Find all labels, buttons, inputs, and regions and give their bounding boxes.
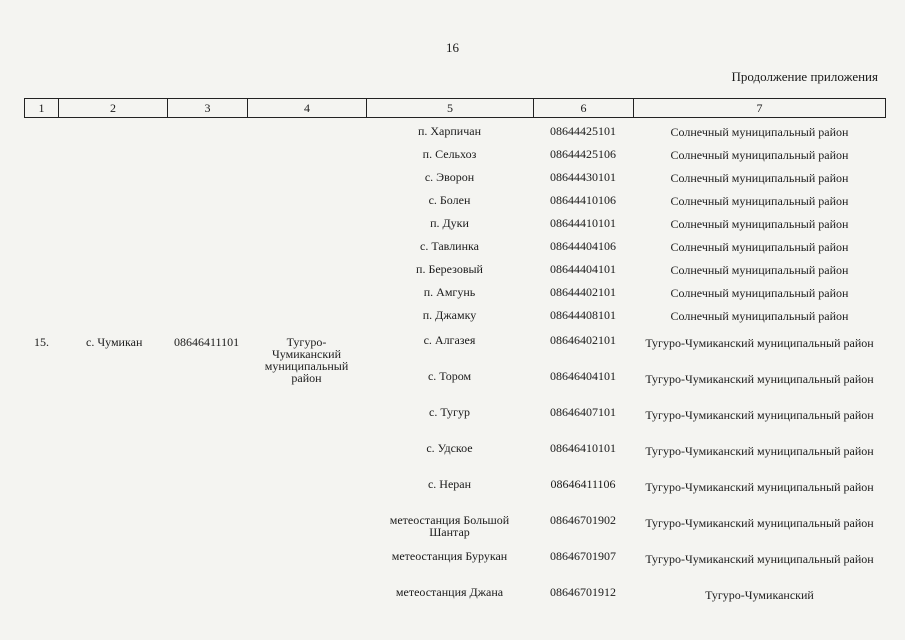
settlement-cell: с. Тугур: [429, 405, 470, 419]
continuation-label: Продолжение приложения: [731, 69, 878, 84]
district-cell: Солнечный муниципальный район: [670, 125, 849, 139]
code-cell: 08646701907: [550, 549, 616, 563]
settlement-cell: метеостанция Джана: [395, 585, 504, 599]
code-cell: 08646701912: [550, 585, 616, 599]
settlement-cell: п. Дуки: [430, 216, 469, 230]
district-cell: Солнечный муниципальный район: [670, 286, 849, 300]
district-cell: Солнечный муниципальный район: [670, 309, 849, 323]
district-cell: Тугуро-Чумиканский муниципальный район: [645, 408, 874, 422]
settlement-cell: с. Удское: [426, 441, 473, 455]
settlement-cell: с. Алгазея: [423, 333, 476, 347]
code-cell: 08646404101: [550, 369, 616, 383]
code-cell: 08644404106: [550, 239, 616, 253]
district-cell: Тугуро-Чумиканский муниципальный район: [645, 444, 874, 458]
code-cell: 08644425101: [550, 124, 616, 138]
code-cell: 08644402101: [550, 285, 616, 299]
group-district-line: Тугуро-: [286, 335, 327, 349]
group-district-line: Чумиканский: [271, 347, 342, 361]
district-cell: Тугуро-Чумиканский муниципальный район: [645, 516, 874, 530]
col-header-1: 1: [25, 99, 59, 117]
col-header-7: 7: [756, 101, 763, 115]
col-header-3: 3: [168, 99, 248, 117]
code-cell: 08646410101: [550, 441, 616, 455]
code-cell: 08644430101: [550, 170, 616, 184]
settlement-cell: с. Тавлинка: [420, 239, 479, 253]
group-code: 08646411101: [174, 335, 240, 349]
settlement-cell: с. Тором: [427, 369, 472, 383]
district-cell: Солнечный муниципальный район: [670, 194, 849, 208]
group-center: с. Чумикан: [86, 335, 143, 349]
settlement-cell: п. Джамку: [422, 308, 477, 322]
district-cell: Солнечный муниципальный район: [670, 240, 849, 254]
col-header-5: 5: [367, 99, 534, 117]
col-header-2: 2: [59, 99, 168, 117]
settlement-cell: п. Сельхоз: [422, 147, 477, 161]
district-cell: Солнечный муниципальный район: [670, 263, 849, 277]
code-cell: 08644410106: [550, 193, 616, 207]
settlement-cell: с. Эворон: [424, 170, 475, 184]
district-cell: Тугуро-Чумиканский муниципальный район: [645, 480, 874, 494]
code-cell: 08646701902: [550, 513, 616, 527]
settlement-cell: с. Болен: [428, 193, 471, 207]
district-cell: Тугуро-Чумиканский муниципальный район: [645, 336, 874, 350]
settlement-cell: п. Харпичан: [417, 124, 482, 138]
code-cell: 08646407101: [550, 405, 616, 419]
settlement-cell: п. Амгунь: [423, 285, 476, 299]
settlement-cell: п. Березовый: [416, 262, 483, 276]
code-cell: 08646402101: [550, 333, 616, 347]
code-cell: 08644425106: [550, 147, 616, 161]
district-cell: Солнечный муниципальный район: [670, 171, 849, 185]
page-number: 16: [446, 40, 459, 55]
group-district-line: район: [291, 371, 322, 385]
district-cell: Тугуро-Чумиканский муниципальный район: [645, 552, 874, 566]
group-district-line: муниципальный: [264, 359, 349, 373]
group-number: 15.: [34, 335, 49, 349]
district-cell: Тугуро-Чумиканский муниципальный район: [645, 372, 874, 386]
district-cell: Солнечный муниципальный район: [670, 217, 849, 231]
settlement-cell: с. Неран: [427, 477, 472, 491]
settlement-cell: метеостанция Большой Шантар: [389, 513, 510, 539]
col-header-6: 6: [534, 99, 634, 117]
code-cell: 08646411106: [550, 477, 616, 491]
settlement-cell: метеостанция Бурукан: [391, 549, 508, 563]
district-cell: Солнечный муниципальный район: [670, 148, 849, 162]
code-cell: 08644404101: [550, 262, 616, 276]
col-header-4: 4: [248, 99, 367, 117]
district-cell: Тугуро-Чумиканский: [705, 588, 814, 602]
code-cell: 08644408101: [550, 308, 616, 322]
code-cell: 08644410101: [550, 216, 616, 230]
table-header: [24, 98, 886, 118]
group-district: [247, 336, 366, 384]
